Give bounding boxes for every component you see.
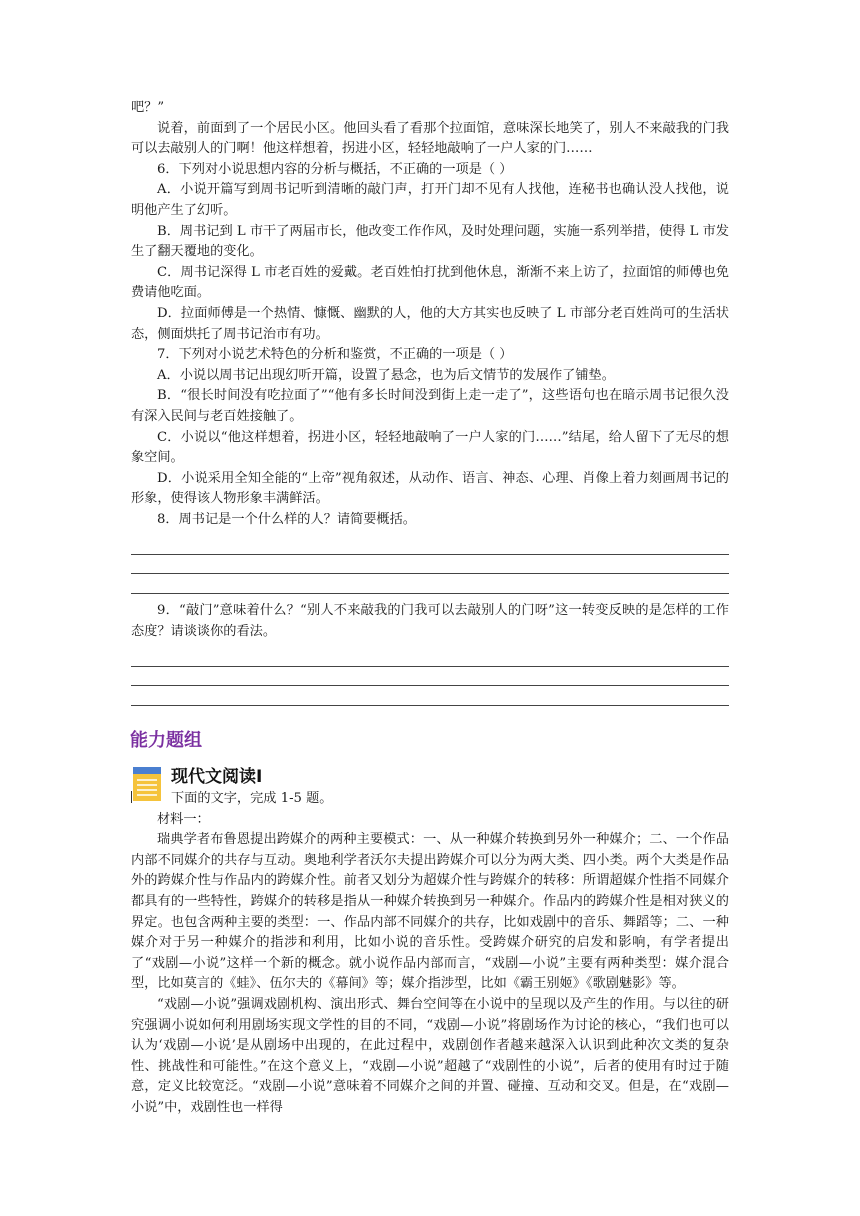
answer-line[interactable] [131,535,729,555]
question-7-stem: 7．下列对小说艺术特色的分析和鉴赏，不正确的一项是（ ） [157,347,513,363]
material-paragraph-2: “戏剧—小说”强调戏剧机构、演出形式、舞台空间等在小说中的呈现以及产生的作用。与以往的研究强调小说如何利用剧场实现文学性的目的不同，“戏剧—小说”将剧场作为讨论的核心，“我们也可以认为‘戏剧—小说’是从剧场中出现的，在此过程中，戏剧创作者越来越深入认识到此种次文类的复杂性、挑战性和可能性。”在这个意义上，“戏剧—小说”超越了“戏剧性的小说”，后者的使用有时过于随意，定义比较宽泛。“戏剧—小说”意味着不同媒介之间的并置、碰撞、互动和交叉。但是，在“戏剧—小说”中，戏剧性也一样得 [131,997,729,1115]
reading-body [131,810,729,1119]
section-title: 能力题组 [130,729,202,751]
question-6-option-a: A．小说开篇写到周书记听到清晰的敲门声，打开门却不见有人找他，连秘书也确认没人找他，说明他产生了幻听。 [131,182,729,218]
reading-header [131,762,729,810]
answer-line[interactable] [131,555,729,575]
question-7-option-c: C．小说以“他这样想着，拐进小区，轻轻地敲响了一户人家的门……”结尾，给人留下了无尽的想象空间。 [131,429,729,466]
material-paragraph-1: 瑞典学者布鲁恩提出跨媒介的两种主要模式：一、从一种媒介转换到另外一种媒介；二、一个作品内部不同媒介的共存与互动。奥地利学者沃尔夫提出跨媒介可以分为两大类、四小类。两个大类是作品外的跨媒介性与作品内的跨媒介性。前者又划分为超媒介性与跨媒介的转移：所谓超媒介性指不同媒介都具有的一些特性，跨媒介的转移是指从一种媒介转换到另一种媒介。作品内的跨媒介性是相对狭义的界定。也包含两种主要的类型：一、作品内部不同媒介的共存，比如戏剧中的音乐、舞蹈等；二、一种媒介对于另一种媒介的指涉和利用，比如小说的音乐性。受跨媒介研究的启发和影响，有学者提出了“戏剧—小说”这样一个新的概念。就小说作品内部而言，“戏剧—小说”主要有两种类型：媒介混合型，比如莫言的《蛙》、伍尔夫的《幕间》等；媒介指涉型，比如《霸王别姬》《歌剧魅影》等。 [131,832,729,992]
passage-ending: 说着，前面到了一个居民小区。他回头看了看那个拉面馆，意味深长地笑了，别人不来敲我的门我可以去敲别人的门啊！他这样想着，拐进小区，轻轻地敲响了一户人家的门…… [131,120,729,157]
question-6-option-c: C．周书记深得 L 市老百姓的爱戴。老百姓怕打扰到他休息，渐渐不来上访了，拉面馆的师傅也免费请他吃面。 [131,264,729,301]
question-9-answer-lines[interactable] [131,647,729,706]
question-8-stem: 8．周书记是一个什么样的人？请简要概括。 [157,511,416,527]
answer-line[interactable] [131,647,729,667]
question-8-answer-lines[interactable] [131,535,729,594]
question-7-option-b: B．“很长时间没有吃拉面了”“他有多长时间没到街上走一走了”，这些语句也在暗示周书记很久没有深入民间与老百姓接触了。 [131,388,729,424]
reading-title: 现代文阅读Ⅰ [171,766,263,787]
question-6-option-d: D．拉面师傅是一个热情、慷慨、幽默的人，他的大方其实也反映了 L 市部分老百姓尚可的生活状态，侧面烘托了周书记治市有功。 [131,305,729,342]
question-7-option-a: A．小说以周书记出现幻听开篇，设置了悬念，也为后文情节的发展作了铺垫。 [157,367,615,383]
worksheet-page [131,98,729,1119]
question-6-option-b: B．周书记到 L 市干了两届市长，他改变工作作风，及时处理问题，实施一系列举措，使得 L 市发生了翻天覆地的变化。 [131,223,729,260]
passage-tail: 吧？” [131,100,165,115]
question-6-stem: 6．下列对小说思想内容的分析与概括，不正确的一项是（ ） [157,161,513,177]
answer-line[interactable] [131,667,729,687]
material-label: 材料一： [157,811,210,827]
reading-instruction: 下面的文字，完成 1-5 题。 [171,790,333,806]
notebook-icon [131,765,165,805]
answer-line[interactable] [131,574,729,594]
question-7-option-d: D．小说采用全知全能的“上帝”视角叙述，从动作、语言、神态、心理、肖像上着力刻画周书记的形象，使得该人物形象丰满鲜活。 [131,470,729,507]
question-9-stem: 9．“敲门”意味着什么？“别人不来敲我的门我可以去敲别人的门呀”这一转变反映的是怎样的工作态度？请谈谈你的看法。 [131,602,729,639]
answer-line[interactable] [131,686,729,706]
